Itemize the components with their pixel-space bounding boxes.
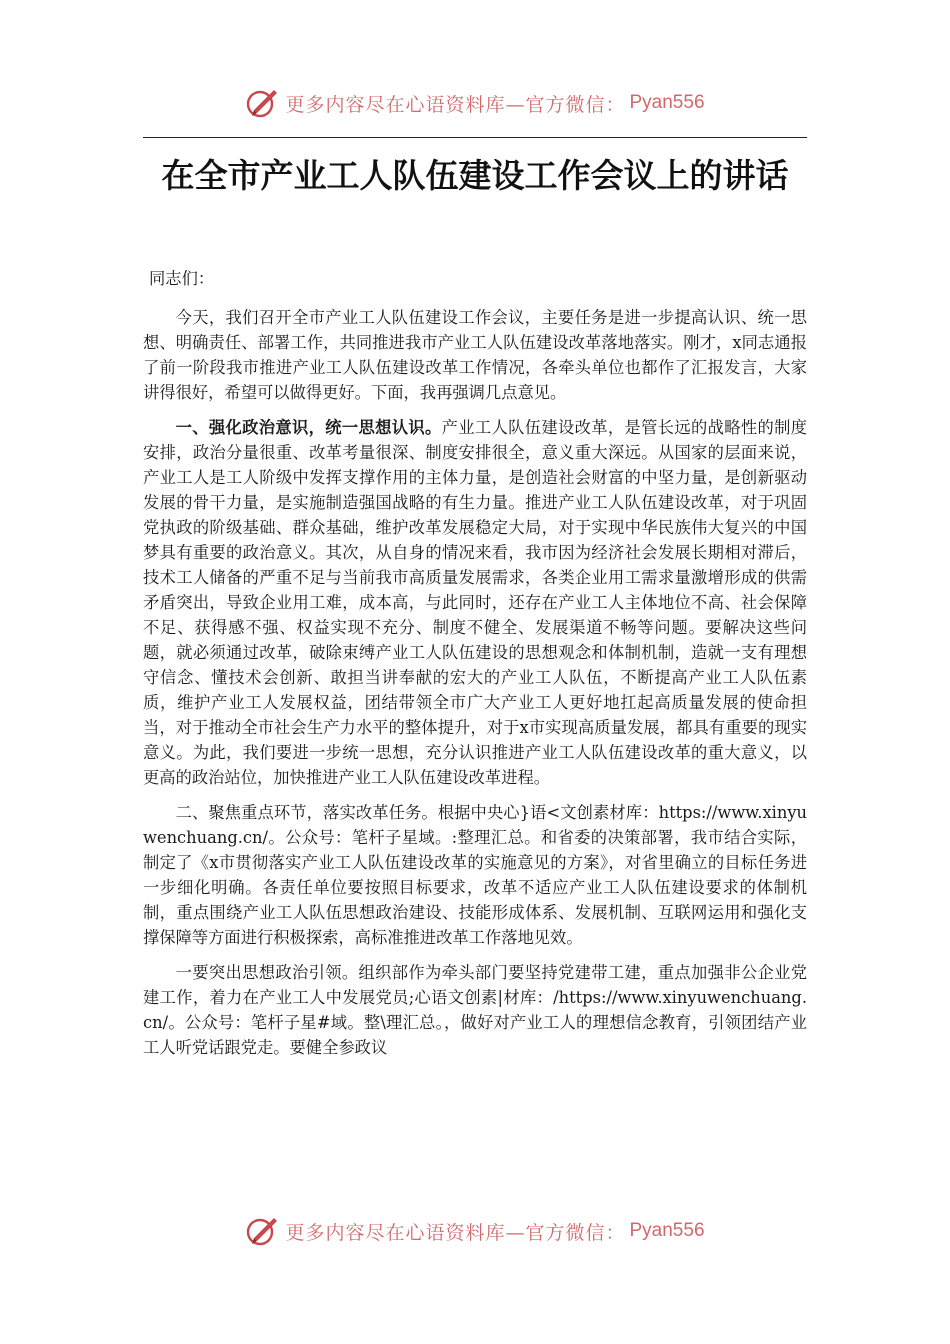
header-banner-text: 更多内容尽在心语资料库—官方微信：: [285, 93, 626, 116]
paragraph-text: 产业工人队伍建设改革，是管长远的战略性的制度安排，政治分量很重、改革考量很深、制度安排很全，意义重大深远。从国家的层面来说，产业工人是工人阶级中发挥支撑作用的主体力量，是创造社会财富的中坚力量，是创新驱动发展的骨干力量，是实施制造强国战略的有生力量。推进产业工人队伍建设改革，对于巩固党执政的阶级基础、群众基础，维护改革发展稳定大局，对于实现中华民族伟大复兴的中国梦具有重要的政治意义。其次，从自身的情况来看，我市因为经济社会发展长期相对滞后，技术工人储备的严重不足与当前我市高质量发展需求，各类企业用工需求量激增形成的供需矛盾突出，导致企业用工难，成本高，与此同时，还存在产业工人主体地位不高、社会保障不足、获得感不强、权益实现不充分、制度不健全、发展渠道不畅等问题。要解决这些问题，就必须通过改革，破除束缚产业工人队伍建设的思想观念和体制机制，造就一支有理想守信念、懂技术会创新、敢担当讲奉献的宏大的产业工人队伍，不断提高产业工人队伍素质，维护产业工人发展权益，团结带领全市广大产业工人更好地扛起高质量发展的使命担当，对于推动全市社会生产力水平的整体提升，对于x市实现高质量发展，都具有重要的现实意义。为此，我们要进一步统一思想，充分认识推进产业工人队伍建设改革的重大意义，以更高的政治站位，加快推进产业工人队伍建设改革进程。: [143, 418, 807, 787]
pen-in-circle-icon: [245, 1213, 281, 1249]
document-body: [143, 266, 807, 1070]
title-divider: [143, 137, 807, 138]
header-wechat-id: Pyan556: [629, 92, 705, 113]
footer-banner-text: 更多内容尽在心语资料库—官方微信：: [285, 1221, 626, 1244]
greeting: 同志们：: [149, 269, 215, 288]
paragraph-intro: [143, 305, 807, 405]
paragraph-text: 一要突出思想政治引领。组织部作为牵头部门要坚持党建带工建，重点加强非公企业党建工作，着力在产业工人中发展党员;心语文创素|材库：/https://www.xinyuwenchuang.cn/。公众号：笔杆子星#域。整\理汇总。，做好对产业工人的理想信念教育，引领团结产业工人听党话跟党走。要健全参政议: [143, 963, 807, 1057]
paragraph-point-1: [143, 960, 807, 1060]
header-banner: [0, 83, 950, 123]
paragraph-section-2: [143, 800, 807, 950]
pen-in-circle-icon: [245, 85, 281, 121]
paragraph-text: 今天，我们召开全市产业工人队伍建设工作会议，主要任务是进一步提高认识、统一思想、明确责任、部署工作，共同推进我市产业工人队伍建设改革落地落实。刚才，x同志通报了前一阶段我市推进产业工人队伍建设改革工作情况，各牵头单位也都作了汇报发言，大家讲得很好，希望可以做得更好。下面，我再强调几点意见。: [143, 308, 807, 402]
document-title: 在全市产业工人队伍建设工作会议上的讲话: [161, 156, 789, 195]
footer-banner: [0, 1211, 950, 1251]
paragraph-section-1: [143, 415, 807, 790]
footer-wechat-id: Pyan556: [629, 1220, 705, 1241]
paragraph-text: 二、聚焦重点环节，落实改革任务。根据中央心}语<文创素材库：https://www.xinyuwenchuang.cn/。公众号：笔杆子星域。:整理汇总。和省委的决策部署，我市结合实际，制定了《x市贯彻落实产业工人队伍建设改革的实施意见的方案》，对省里确立的目标任务进一步细化明确。各责任单位要按照目标要求，改革不适应产业工人队伍建设要求的体制机制，重点围绕产业工人队伍思想政治建设、技能形成体系、发展机制、互联网运用和强化支撑保障等方面进行积极探索，高标准推进改革工作落地见效。: [143, 803, 807, 947]
section-heading: 一、强化政治意识，统一思想认识。: [175, 418, 442, 437]
